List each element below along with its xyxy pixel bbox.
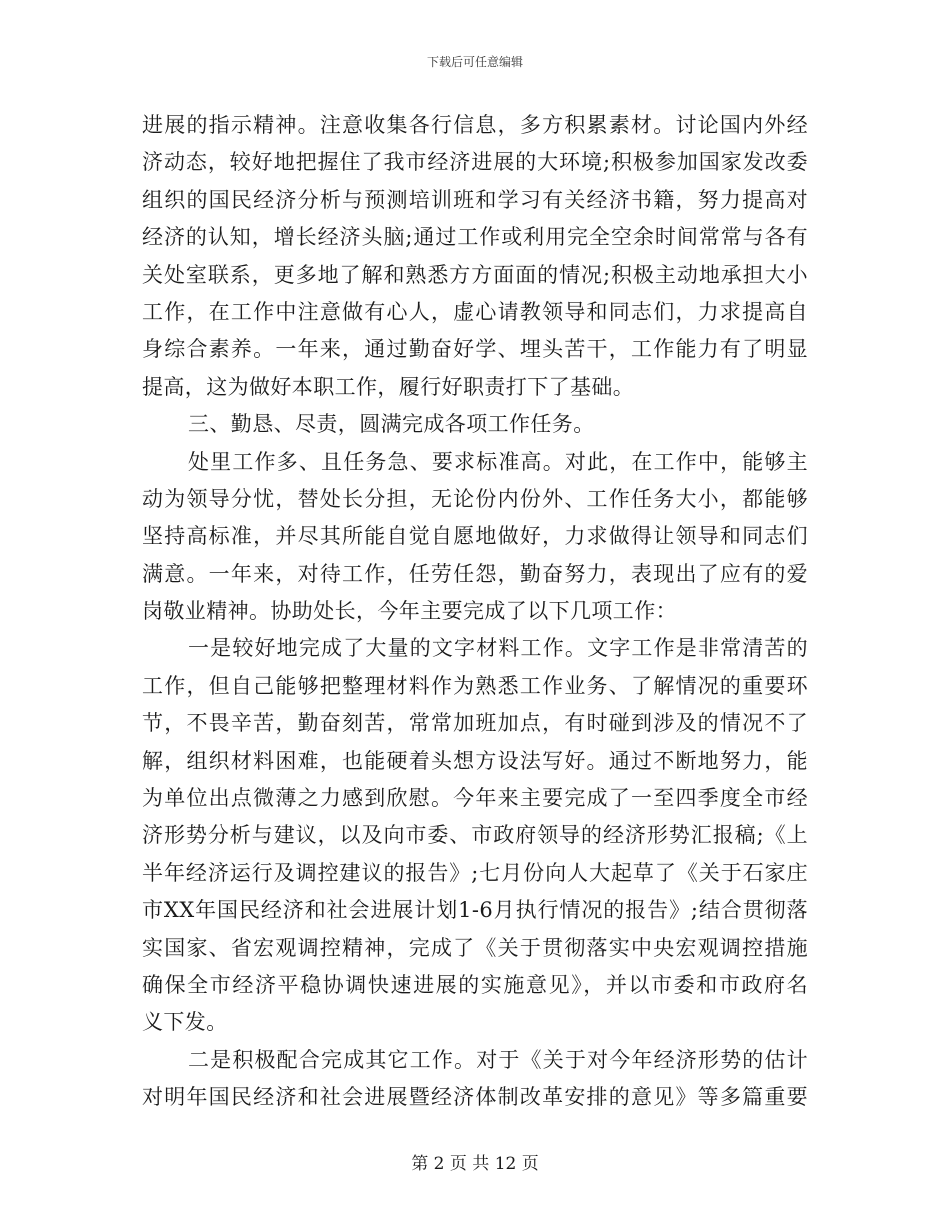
page-footer: 第 2 页 共 12 页 [411,1154,539,1174]
body-text [142,107,808,1117]
text-line: 满意。一年来，对待工作，任劳任怨，勤奋努力，表现出了应有的爱 [142,561,808,586]
text-line: 一是较好地完成了大量的文字材料工作。文字工作是非常清苦的 [188,636,808,661]
section-heading: 三、勤恳、尽责，圆满完成各项工作任务。 [188,412,595,437]
text-line: 身综合素养。一年来，通过勤奋好学、埋头苦干，工作能力有了明显 [142,337,808,362]
text-line: 提高，这为做好本职工作，履行好职责打下了基础。 [142,374,635,399]
text-line: 对明年国民经济和社会进展暨经济体制改革安排的意见》等多篇重要 [142,1085,808,1110]
text-line: 动为领导分忧，替处长分担，无论份内份外、工作任务大小，都能够 [142,486,808,511]
text-line: 经济的认知，增长经济头脑;通过工作或利用完全空余时间常常与各有 [142,225,808,250]
text-line: 解，组织材料困难，也能硬着头想方设法写好。通过不断地努力，能 [142,748,808,773]
text-line: 坚持高标准，并尽其所能自觉自愿地做好，力求做得让领导和同志们 [142,524,808,549]
text-line: 实国家、省宏观调控精神，完成了《关于贯彻落实中央宏观调控措施 [142,935,808,960]
text-line: 二是积极配合完成其它工作。对于《关于对今年经济形势的估计 [188,1047,808,1072]
text-line: 关处室联系，更多地了解和熟悉方方面面的情况;积极主动地承担大小 [142,262,808,287]
text-line: 岗敬业精神。协助处长，今年主要完成了以下几项工作： [142,599,677,624]
text-line: 进展的指示精神。注意收集各行信息，多方积累素材。讨论国内外经 [142,113,808,137]
text-line: 济形势分析与建议，以及向市委、市政府领导的经济形势汇报稿;《上 [142,823,808,848]
text-line: 确保全市经济平稳协调快速进展的实施意见》，并以市委和市政府名 [142,972,808,997]
text-line: 工作，但自己能够把整理材料作为熟悉工作业务、了解情况的重要环 [142,673,808,698]
text-line: 组织的国民经济分析与预测培训班和学习有关经济书籍，努力提高对 [142,187,808,212]
text-line: 半年经济运行及调控建议的报告》;七月份向人大起草了《关于石家庄 [142,860,808,885]
text-line: 济动态，较好地把握住了我市经济进展的大环境;积极参加国家发改委 [142,150,808,175]
text-line: 义下发。 [142,1010,228,1035]
text-line: 工作，在工作中注意做有心人，虚心请教领导和同志们，力求提高自 [142,299,808,324]
text-line: 市XX年国民经济和社会进展计划1-6月执行情况的报告》;结合贯彻落 [142,898,808,923]
page-header: 下载后可任意编辑 [426,55,523,69]
text-line: 为单位出点微薄之力感到欣慰。今年来主要完成了一至四季度全市经 [142,786,808,811]
text-line: 处里工作多、且任务急、要求标准高。对此，在工作中，能够主 [188,449,808,474]
text-line: 节，不畏辛苦，勤奋刻苦，常常加班加点，有时碰到涉及的情况不了 [142,711,808,736]
